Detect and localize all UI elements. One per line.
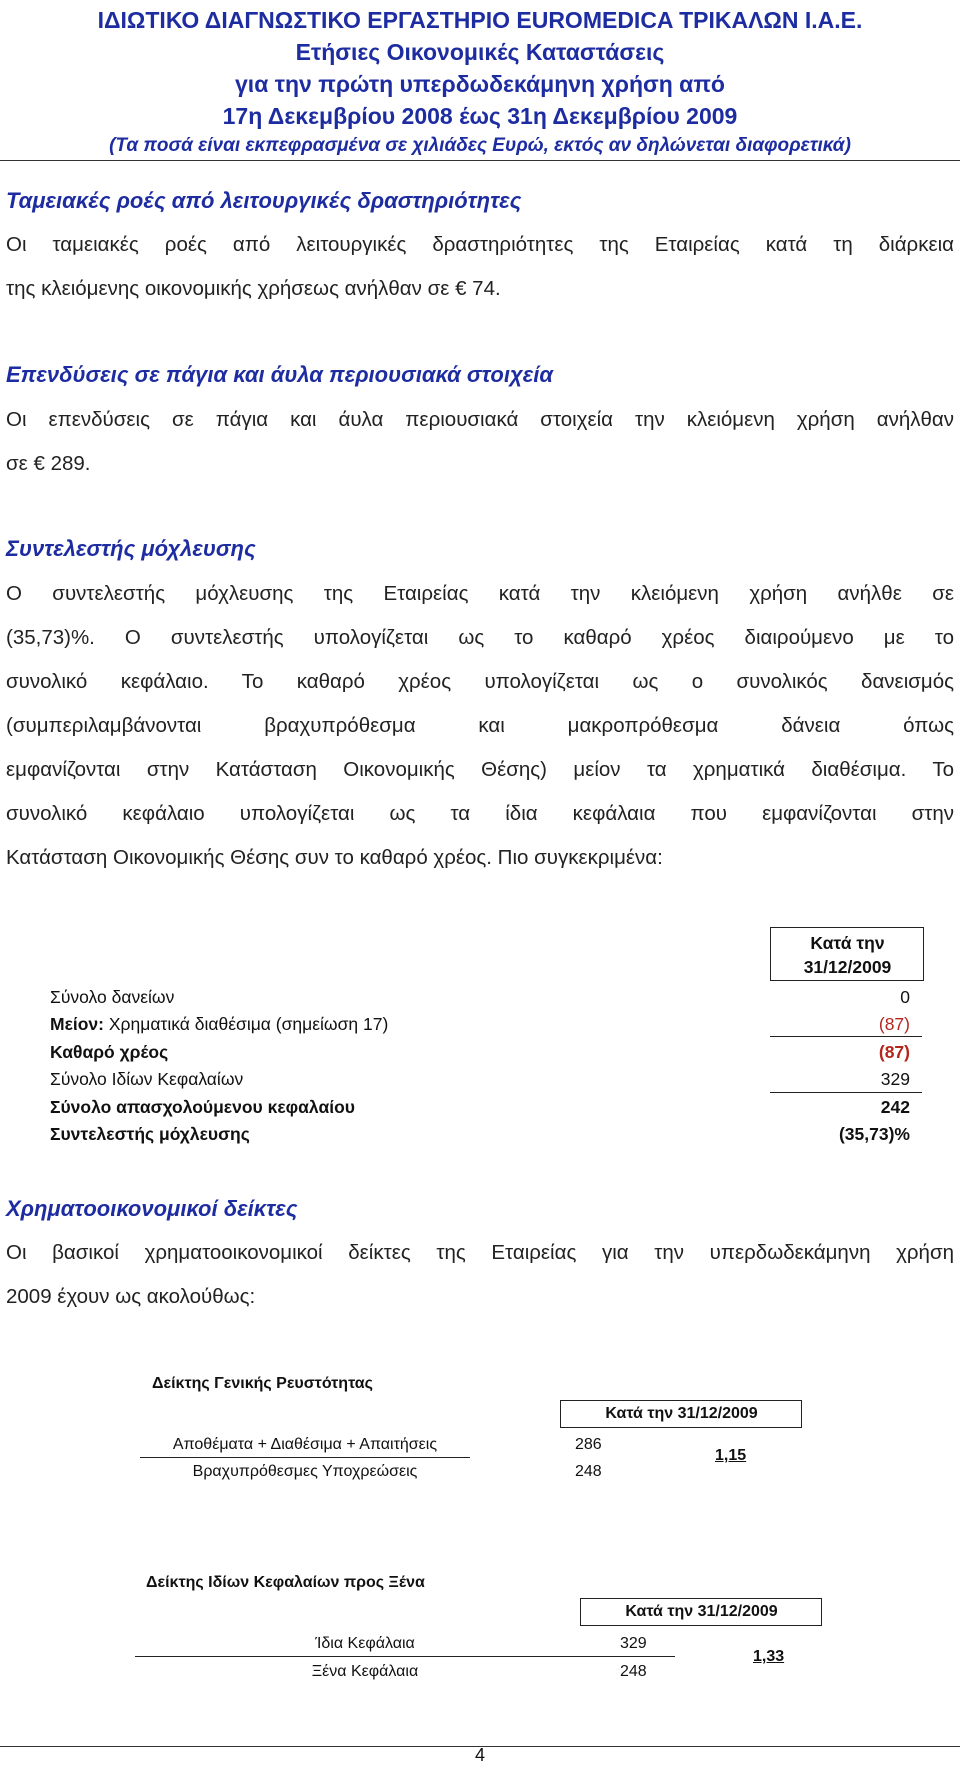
paragraph-line: σε € 289.	[6, 452, 91, 475]
ratios-paragraph	[6, 1231, 954, 1319]
report-title: Ετήσιες Οικονομικές Καταστάσεις	[295, 39, 665, 65]
row-value-cash: (87)	[878, 1014, 910, 1034]
equity-ratio-result: 1,33	[753, 1648, 785, 1665]
paragraph-line: εμφανίζονται στην Κατάσταση Οικονομικής Θέσης) μείον τα χρηματικά διαθέσιμα. Το	[6, 758, 954, 781]
paragraph-line: 2009 έχουν ως ακολούθως:	[6, 1285, 256, 1308]
row-label-total-capital: Σύνολο απασχολούμενου κεφαλαίου	[50, 1097, 355, 1117]
row-label-net-debt: Καθαρό χρέος	[50, 1042, 169, 1062]
report-period-line2: 17η Δεκεμβρίου 2008 έως 31η Δεκεμβρίου 2009	[222, 103, 738, 129]
paragraph-line: Οι επενδύσεις σε πάγια και άυλα περιουσιακά στοιχεία την κλειόμενη χρήση ανήλθαν	[6, 408, 954, 431]
row-value-total-loans: 0	[900, 987, 910, 1007]
paragraph-line: Κατάσταση Οικονομικής Θέσης συν το καθαρό χρέος. Πιο συγκεκριμένα:	[6, 846, 663, 869]
row-value-leverage-ratio: (35,73)%	[838, 1124, 910, 1144]
paragraph-line: Οι ταμειακές ροές από λειτουργικές δραστηριότητες της Εταιρείας κατά τη διάρκεια	[6, 233, 954, 256]
row-label-equity: Σύνολο Ιδίων Κεφαλαίων	[50, 1069, 244, 1089]
paragraph-line: συνολικό κεφάλαιο. Το καθαρό χρέος υπολογίζεται ως ο συνολικός δανεισμός	[6, 670, 954, 693]
equity-ratio-header: Κατά την 31/12/2009	[625, 1603, 778, 1620]
table-subtotal-rule	[770, 1036, 922, 1037]
equity-ratio-fraction-rule	[135, 1656, 675, 1657]
paragraph-line: συνολικό κεφάλαιο υπολογίζεται ως τα ίδια κεφάλαια που εμφανίζονται στην	[6, 802, 954, 825]
paragraph-line: της κλειόμενης οικονομικής χρήσεως ανήλθαν σε € 74.	[6, 277, 501, 300]
row-label-cash	[50, 1014, 388, 1035]
paragraph-line: Οι βασικοί χρηματοοικονομικοί δείκτες της Εταιρείας για την υπερδωδεκάμηνη χρήση	[6, 1241, 954, 1264]
currency-note: (Τα ποσά είναι εκπεφρασμένα σε χιλιάδες Ευρώ, εκτός αν δηλώνεται διαφορετικά)	[109, 135, 851, 156]
equity-ratio-numerator-label: Ίδια Κεφάλαια	[315, 1635, 415, 1652]
investments-heading: Επενδύσεις σε πάγια και άυλα περιουσιακά στοιχεία	[6, 362, 553, 387]
liquidity-header: Κατά την 31/12/2009	[605, 1405, 758, 1422]
paragraph-line: Ο συντελεστής μόχλευσης της Εταιρείας κατά την κλειόμενη χρήση ανήλθε σε	[6, 582, 954, 605]
cashflow-paragraph	[6, 223, 954, 311]
ratios-heading: Χρηματοοικονομικοί δείκτες	[6, 1196, 298, 1221]
equity-ratio-numerator-value: 329	[620, 1635, 647, 1652]
liquidity-denominator-value: 248	[575, 1463, 602, 1480]
cashflow-heading: Ταμειακές ροές από λειτουργικές δραστηριότητες	[6, 188, 522, 213]
page-number: 4	[474, 1745, 485, 1765]
row-prefix-less: Μείον:	[50, 1014, 104, 1034]
leverage-table-header-line2: 31/12/2009	[803, 957, 892, 977]
liquidity-numerator-label: Αποθέματα + Διαθέσιμα + Απαιτήσεις	[172, 1436, 438, 1453]
row-label-total-loans: Σύνολο δανείων	[50, 987, 175, 1007]
header-rule	[0, 160, 960, 161]
paragraph-line: (35,73)%. Ο συντελεστής υπολογίζεται ως το καθαρό χρέος διαιρούμενο με το	[6, 626, 954, 649]
equity-ratio-denominator-value: 248	[620, 1663, 647, 1680]
company-title: ΙΔΙΩΤΙΚΟ ΔΙΑΓΝΩΣΤΙΚΟ ΕΡΓΑΣΤΗΡΙΟ EUROMEDICA ΤΡΙΚΑΛΩΝ Ι.Α.Ε.	[97, 7, 863, 33]
liquidity-fraction-rule	[140, 1457, 470, 1458]
equity-ratio-title: Δείκτης Ιδίων Κεφαλαίων προς Ξένα	[146, 1574, 425, 1591]
liquidity-denominator-label: Βραχυπρόθεσμες Υποχρεώσεις	[192, 1463, 418, 1480]
leverage-paragraph	[6, 572, 954, 880]
row-value-equity: 329	[880, 1069, 910, 1089]
paragraph-line: (συμπεριλαμβάνονται βραχυπρόθεσμα και μακροπρόθεσμα δάνεια όπως	[6, 714, 954, 737]
investments-paragraph	[6, 398, 954, 486]
table-total-rule	[770, 1092, 922, 1093]
row-label-leverage-ratio: Συντελεστής μόχλευσης	[50, 1124, 250, 1144]
leverage-table-header-line1: Κατά την	[810, 933, 885, 953]
row-value-net-debt: (87)	[878, 1042, 910, 1062]
liquidity-result: 1,15	[715, 1447, 747, 1464]
row-label-cash-text: Χρηματικά διαθέσιμα (σημείωση 17)	[108, 1014, 389, 1034]
liquidity-title: Δείκτης Γενικής Ρευστότητας	[152, 1375, 373, 1392]
row-value-total-capital: 242	[880, 1097, 910, 1117]
leverage-heading: Συντελεστής μόχλευσης	[6, 536, 256, 561]
liquidity-numerator-value: 286	[575, 1436, 602, 1453]
equity-ratio-denominator-label: Ξένα Κεφάλαια	[311, 1663, 419, 1680]
report-period-line1: για την πρώτη υπερδωδεκάμηνη χρήση από	[235, 71, 725, 97]
